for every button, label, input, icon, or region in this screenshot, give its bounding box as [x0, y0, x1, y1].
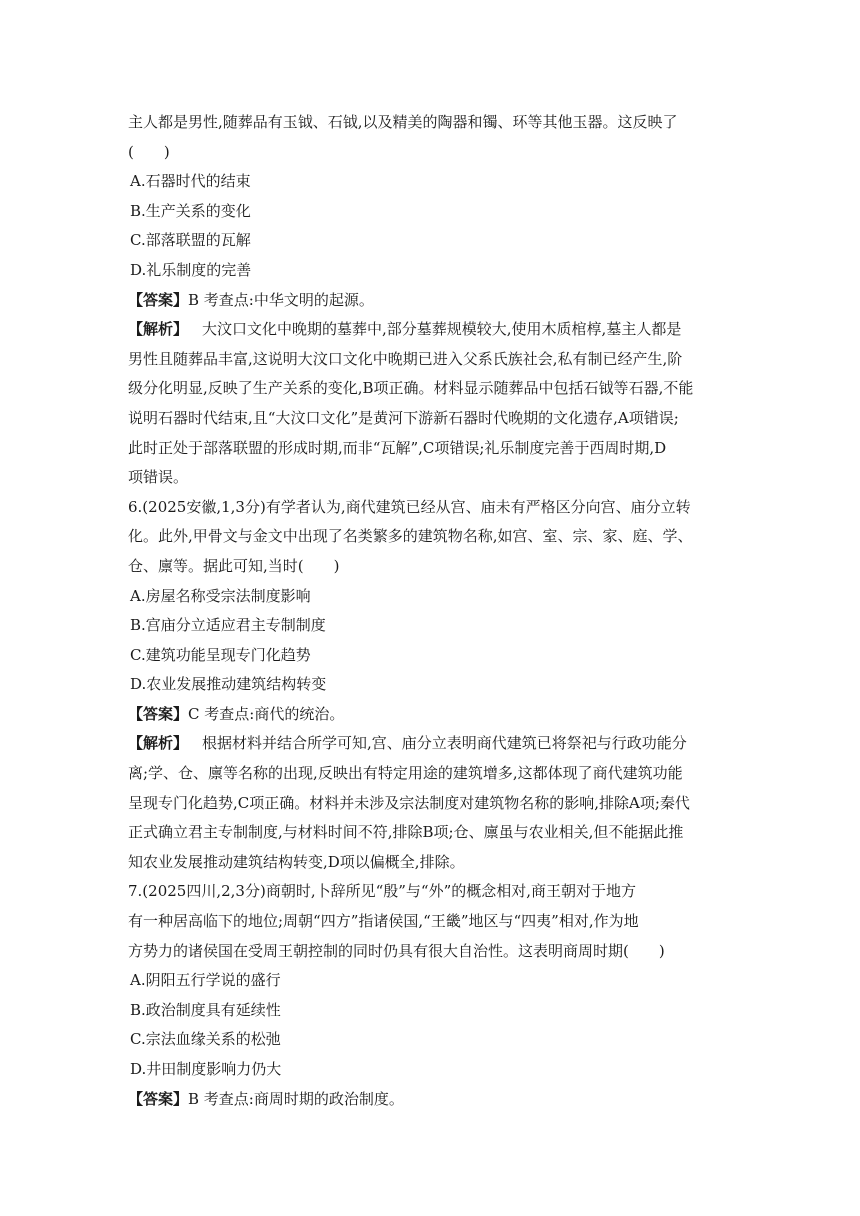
q6-option-d: D.农业发展推动建筑结构转变: [130, 675, 327, 694]
q6-answer: [128, 700, 734, 730]
q5-option-d: D.礼乐制度的完善: [130, 260, 252, 279]
q6-analysis-line: [128, 729, 734, 759]
answer-tag: 【答案】: [128, 704, 189, 723]
q6-option-a: A.房屋名称受宗法制度影响: [130, 586, 311, 605]
q5-stem-line: 主人都是男性,随葬品有玉钺、石钺,以及精美的陶器和镯、环等其他玉器。这反映了: [128, 113, 678, 131]
q5-analysis-line: 级分化明显,反映了生产关系的变化,B项正确。材料显示随葬品中包括石钺等石器,不能: [128, 379, 694, 398]
q7-stem-line: 方势力的诸侯国在受周王朝控制的同时仍具有很大自治性。这表明商周时期( ): [128, 941, 665, 960]
analysis-text: 根据材料并结合所学可知,宫、庙分立表明商代建筑已将祭祀与行政功能分: [202, 734, 687, 753]
q7-option-c: C.宗法血缘关系的松弛: [130, 1030, 281, 1049]
q7-option-d: D.井田制度影响力仍大: [130, 1060, 282, 1078]
q5-analysis-line: 男性且随葬品丰富,这说明大汶口文化中晚期已进入父系氏族社会,私有制已经产生,阶: [128, 349, 683, 368]
analysis-tag: 【解析】: [128, 734, 189, 753]
analysis-tag: 【解析】: [128, 320, 189, 339]
q7-answer: [128, 1085, 734, 1115]
q7-stem-line: 7.(2025四川,2,3分)商朝时,卜辞所见“殷”与“外”的概念相对,商王朝对于地方: [128, 882, 637, 901]
q5-option-b: B.生产关系的变化: [130, 201, 251, 220]
q5-analysis-line: 此时正处于部落联盟的形成时期,而非“瓦解”,C项错误;礼乐制度完善于西周时期,D: [128, 438, 667, 457]
q5-analysis-line: [128, 315, 734, 345]
q5-stem-line: ( ): [128, 142, 170, 161]
q7-option-a: A.阴阳五行学说的盛行: [130, 971, 281, 990]
q5-answer: [128, 286, 734, 316]
q7-stem-line: 有一种居高临下的地位;周朝“四方”指诸侯国,“王畿”地区与“四夷”相对,作为地: [128, 912, 639, 931]
q6-option-c: C.建筑功能呈现专门化趋势: [130, 645, 311, 664]
q5-analysis-line: 项错误。: [128, 468, 189, 487]
q6-analysis-line: 知农业发展推动建筑结构转变,D项以偏概全,排除。: [128, 852, 465, 871]
q5-option-c: C.部落联盟的瓦解: [130, 231, 251, 250]
q6-stem-line: 6.(2025安徽,1,3分)有学者认为,商代建筑已经从宫、庙未有严格区分向宫、庙分立转: [128, 497, 691, 516]
q5-analysis-line: 说明石器时代结束,且“大汶口文化”是黄河下游新石器时代晚期的文化遗存,A项错误;: [128, 408, 679, 427]
q6-analysis-line: 正式确立君主专制制度,与材料时间不符,排除B项;仓、廪虽与农业相关,但不能据此推: [128, 823, 684, 842]
q6-analysis-line: 呈现专门化趋势,C项正确。材料并未涉及宗法制度对建筑物名称的影响,排除A项;秦代: [128, 793, 690, 812]
q6-stem-line: 仓、廪等。据此可知,当时( ): [128, 556, 340, 575]
answer-text: C 考查点:商代的统治。: [188, 704, 345, 723]
document-page: [128, 108, 734, 1114]
answer-tag: 【答案】: [128, 1089, 189, 1108]
q6-option-b: B.宫庙分立适应君主专制制度: [130, 616, 326, 635]
answer-text: B 考查点:商周时期的政治制度。: [188, 1089, 404, 1108]
q6-analysis-line: 离;学、仓、廪等名称的出现,反映出有特定用途的建筑增多,这都体现了商代建筑功能: [128, 764, 683, 783]
q7-option-b: B.政治制度具有延续性: [130, 1000, 281, 1019]
analysis-text: 大汶口文化中晚期的墓葬中,部分墓葬规模较大,使用木质棺椁,墓主人都是: [202, 320, 682, 339]
answer-tag: 【答案】: [128, 290, 189, 309]
q6-stem-line: 化。此外,甲骨文与金文中出现了名类繁多的建筑物名称,如宫、室、宗、家、庭、学、: [128, 527, 693, 546]
answer-text: B 考查点:中华文明的起源。: [188, 290, 374, 309]
q5-option-a: A.石器时代的结束: [130, 172, 251, 191]
